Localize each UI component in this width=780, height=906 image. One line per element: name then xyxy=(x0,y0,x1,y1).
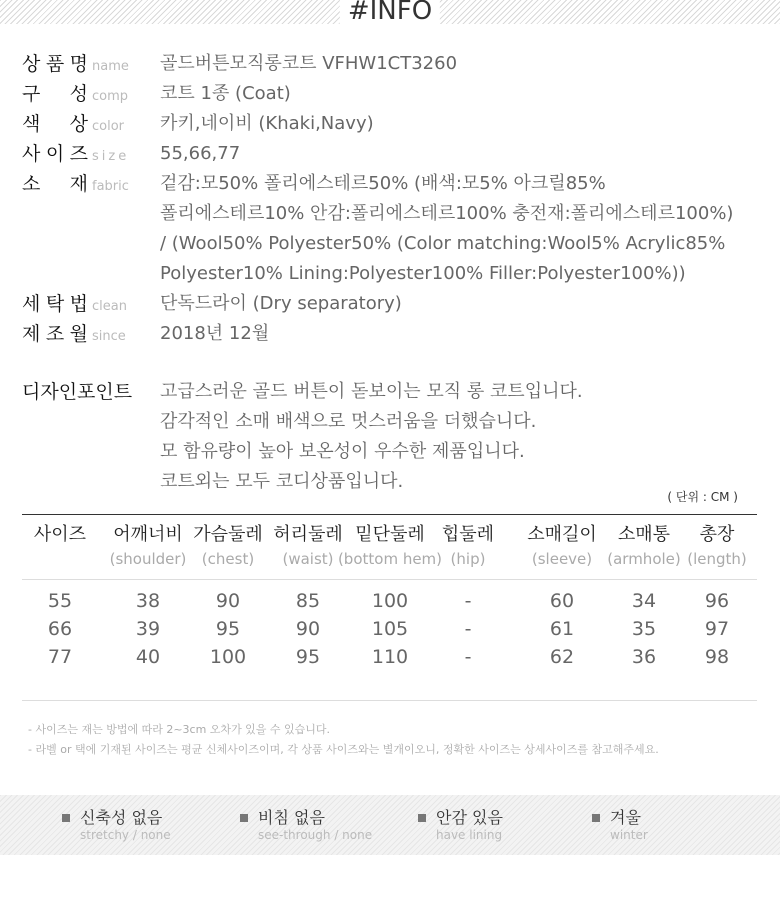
info-row-since xyxy=(22,319,762,349)
table-cell: 95 xyxy=(295,646,321,668)
header-label-ko: 밑단둘레 xyxy=(355,524,425,545)
value-comp: 코트 1종 (Coat) xyxy=(160,83,291,104)
label-fabric-ko: 소 재 xyxy=(22,173,88,195)
square-bullet-icon xyxy=(592,814,600,822)
fabric-line: Polyester10% Lining:Polyester100% Filler:Polyester100%)) xyxy=(160,263,686,284)
label-color-ko: 색 상 xyxy=(22,113,88,135)
design-point-line: 고급스러운 골드 버튼이 돋보이는 모직 롱 코트입니다. xyxy=(160,381,583,402)
square-bullet-icon xyxy=(418,814,426,822)
header-label-ko: 어깨너비 xyxy=(113,524,183,545)
size-table xyxy=(22,514,757,701)
header-label-en: (hip) xyxy=(450,550,486,568)
table-cell: 98 xyxy=(704,646,730,668)
label-size-ko: 사 이 즈 xyxy=(22,143,88,165)
info-row-name xyxy=(22,49,762,79)
header-cell xyxy=(433,515,503,579)
label-color-en: color xyxy=(92,119,125,134)
table-cell: 77 xyxy=(47,646,73,668)
table-cell: 60 xyxy=(549,590,575,612)
value-since: 2018년 12월 xyxy=(160,323,270,344)
table-body xyxy=(22,580,757,700)
table-cell: 34 xyxy=(631,590,657,612)
header-cell xyxy=(517,515,607,579)
table-cell: - xyxy=(464,646,472,668)
label-name-ko: 상 품 명 xyxy=(22,53,88,75)
header-cell xyxy=(20,515,100,579)
label-clean-ko: 세 탁 법 xyxy=(22,293,88,315)
note-line: - 라벨 or 택에 기재된 사이즈는 평균 신체사이즈이며, 각 상품 사이즈와는 별개이오니, 정확한 사이즈는 상세사이즈를 참고해주세요. xyxy=(28,743,659,756)
table-cell: 105 xyxy=(371,618,409,640)
info-row-comp xyxy=(22,79,762,109)
design-point-line: 감각적인 소매 배색으로 멋스러움을 더했습니다. xyxy=(160,411,537,432)
header-cell xyxy=(98,515,198,579)
label-name-en: name xyxy=(92,59,129,74)
header-label-en: (bottom hem) xyxy=(337,550,443,568)
header-label-ko: 소매길이 xyxy=(527,524,597,545)
feature-lining: 안감 있음 have lining xyxy=(418,808,503,842)
header-label-en: (sleeve) xyxy=(531,550,593,568)
header-label-ko: 힙둘레 xyxy=(441,524,495,545)
table-cell: 85 xyxy=(295,590,321,612)
header-label-ko: 소매통 xyxy=(617,524,671,545)
table-cell: 36 xyxy=(631,646,657,668)
table-cell: 90 xyxy=(215,590,241,612)
header-label-en: (waist) xyxy=(282,550,334,568)
header-label-ko: 가슴둘레 xyxy=(193,524,263,545)
feature-seethrough: 비침 없음 see-through / none xyxy=(240,808,372,842)
label-since-en: since xyxy=(92,329,126,344)
design-point-line: 모 함유량이 높아 보온성이 우수한 제품입니다. xyxy=(160,441,525,462)
design-point-label: 디자인포인트 xyxy=(22,381,133,403)
table-bottom-rule xyxy=(22,700,757,701)
table-cell: 62 xyxy=(549,646,575,668)
table-cell: 97 xyxy=(704,618,730,640)
table-cell: 96 xyxy=(704,590,730,612)
table-cell: 110 xyxy=(371,646,409,668)
header-label-en: (length) xyxy=(687,550,747,568)
feature-band xyxy=(0,795,780,855)
header-cell xyxy=(677,515,757,579)
header-label-en: (shoulder) xyxy=(109,550,187,568)
design-point-text xyxy=(160,377,583,497)
value-clean: 단독드라이 (Dry separatory) xyxy=(160,293,402,314)
header-label-en: (armhole) xyxy=(607,550,681,568)
value-name: 골드버튼모직롱코트 VFHW1CT3260 xyxy=(160,53,458,74)
table-cell: 40 xyxy=(135,646,161,668)
info-row-clean xyxy=(22,289,762,319)
table-cell: 100 xyxy=(209,646,247,668)
feature-stretch: 신축성 없음 stretchy / none xyxy=(62,808,171,842)
table-cell: 39 xyxy=(135,618,161,640)
square-bullet-icon xyxy=(62,814,70,822)
square-bullet-icon xyxy=(240,814,248,822)
design-point xyxy=(22,377,762,497)
table-cell: 35 xyxy=(631,618,657,640)
header-cell xyxy=(188,515,268,579)
header-label-ko: 사이즈 xyxy=(33,524,87,545)
label-fabric-en: fabric xyxy=(92,179,129,194)
header-label-en: (chest) xyxy=(201,550,255,568)
info-row-fabric xyxy=(22,169,762,289)
table-cell: - xyxy=(464,590,472,612)
fabric-line: 겉감:모50% 폴리에스테르50% (배색:모5% 아크릴85% xyxy=(160,173,606,194)
table-cell: 55 xyxy=(47,590,73,612)
table-cell: 66 xyxy=(47,618,73,640)
value-color: 카키,네이비 (Khaki,Navy) xyxy=(160,113,374,134)
fabric-line: / (Wool50% Polyester50% (Color matching:Wool5% Acrylic85% xyxy=(160,233,726,254)
label-comp-en: comp xyxy=(92,89,129,104)
info-title: #INFO xyxy=(340,0,440,26)
fabric-line: 폴리에스테르10% 안감:폴리에스테르100% 충전재:폴리에스테르100%) xyxy=(160,203,734,224)
table-cell: 95 xyxy=(215,618,241,640)
label-comp-ko: 구 성 xyxy=(22,83,88,105)
table-header xyxy=(22,515,757,579)
header-band xyxy=(0,0,780,24)
table-cell: 100 xyxy=(371,590,409,612)
header-label-ko: 총장 xyxy=(699,524,735,545)
value-size: 55,66,77 xyxy=(160,143,241,164)
header-label-ko: 허리둘레 xyxy=(273,524,343,545)
info-row-size xyxy=(22,139,762,169)
info-row-color xyxy=(22,109,762,139)
table-cell: 38 xyxy=(135,590,161,612)
label-since-ko: 제 조 월 xyxy=(22,323,88,345)
header-cell xyxy=(335,515,445,579)
table-cell: - xyxy=(464,618,472,640)
table-cell: 61 xyxy=(549,618,575,640)
product-info xyxy=(22,49,762,349)
table-cell: 90 xyxy=(295,618,321,640)
size-notes xyxy=(28,720,659,760)
label-size-en: size xyxy=(92,149,130,164)
design-point-line: 코트외는 모두 코디상품입니다. xyxy=(160,471,404,492)
label-clean-en: clean xyxy=(92,299,127,314)
unit-label: ( 단위 : CM ) xyxy=(667,490,738,504)
header-cell xyxy=(599,515,689,579)
value-fabric xyxy=(160,169,733,289)
feature-season: 겨울 winter xyxy=(592,808,648,842)
note-line: - 사이즈는 재는 방법에 따라 2~3cm 오차가 있을 수 있습니다. xyxy=(28,723,331,736)
